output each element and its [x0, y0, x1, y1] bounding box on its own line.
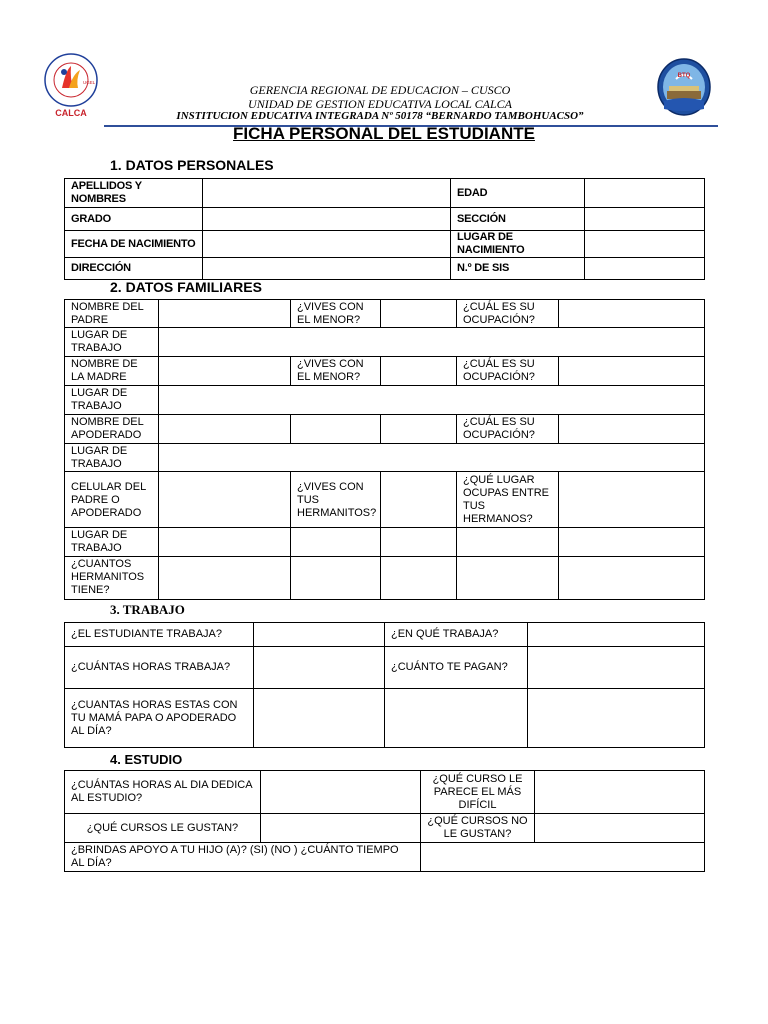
field-cuanto-pagan[interactable]: [528, 647, 705, 689]
field-edad[interactable]: [585, 179, 705, 208]
field-ocupacion-madre[interactable]: [559, 357, 705, 386]
field-hermanitos-c[interactable]: [381, 557, 457, 600]
field-nombre-apoderado[interactable]: [159, 415, 291, 444]
label-en-que-trabaja: ¿EN QUÉ TRABAJA?: [385, 623, 528, 647]
field-trabajo-extra-a[interactable]: [385, 689, 528, 748]
field-trabajo-extra-b[interactable]: [528, 689, 705, 748]
field-extra-e[interactable]: [559, 528, 705, 557]
label-estudiante-trabaja: ¿EL ESTUDIANTE TRABAJA?: [65, 623, 254, 647]
field-cursos-no-gustan[interactable]: [535, 814, 705, 843]
section-heading-datos-familiares: 2. DATOS FAMILIARES: [110, 279, 262, 295]
field-hermanitos-b[interactable]: [291, 557, 381, 600]
field-vives-padre[interactable]: [381, 300, 457, 328]
field-vives-madre[interactable]: [381, 357, 457, 386]
header-ugel: UNIDAD DE GESTION EDUCATIVA LOCAL CALCA: [248, 97, 512, 111]
field-ocupacion-padre[interactable]: [559, 300, 705, 328]
field-apoyo-hijo[interactable]: [421, 843, 705, 872]
label-lugar-trabajo-padre: LUGAR DE TRABAJO: [65, 328, 159, 357]
field-lugar-trabajo-padre[interactable]: [159, 328, 705, 357]
label-edad: EDAD: [451, 179, 585, 208]
field-extra-d[interactable]: [457, 528, 559, 557]
field-vives-hermanitos[interactable]: [381, 472, 457, 528]
label-lugar-hermanos: ¿QUÉ LUGAR OCUPAS ENTRE TUS HERMANOS?: [457, 472, 559, 528]
label-apellidos-nombres: APELLIDOS Y NOMBRES: [65, 179, 203, 208]
header-institution: INSTITUCION EDUCATIVA INTEGRADA Nº 50178 “BERNARDO TAMBOHUACSO”: [176, 110, 584, 122]
label-nombre-padre: NOMBRE DEL PADRE: [65, 300, 159, 328]
page-title: FICHA PERSONAL DEL ESTUDIANTE: [233, 124, 535, 143]
label-nombre-madre: NOMBRE DE LA MADRE: [65, 357, 159, 386]
label-ocupacion-madre: ¿CUÁL ES SU OCUPACIÓN?: [457, 357, 559, 386]
field-hermanitos-a[interactable]: [159, 557, 291, 600]
label-lugar-trabajo-apoderado: LUGAR DE TRABAJO: [65, 444, 159, 472]
field-nombre-madre[interactable]: [159, 357, 291, 386]
label-lugar-nacimiento: LUGAR DE NACIMIENTO: [451, 231, 585, 258]
field-horas-estudio[interactable]: [261, 771, 421, 814]
ugel-calca-logo: [40, 52, 102, 118]
label-direccion: DIRECCIÓN: [65, 258, 203, 280]
field-extra-c[interactable]: [381, 528, 457, 557]
label-fecha-nacimiento: FECHA DE NACIMIENTO: [65, 231, 203, 258]
label-cursos-no-gustan: ¿QUÉ CURSOS NO LE GUSTAN?: [421, 814, 535, 843]
field-celular[interactable]: [159, 472, 291, 528]
label-lugar-trabajo-extra: LUGAR DE TRABAJO: [65, 528, 159, 557]
label-lugar-trabajo-madre: LUGAR DE TRABAJO: [65, 386, 159, 415]
label-horas-estudio: ¿CUÁNTAS HORAS AL DIA DEDICA AL ESTUDIO?: [65, 771, 261, 814]
label-ocupacion-apoderado: ¿CUÁL ES SU OCUPACIÓN?: [457, 415, 559, 444]
label-vives-madre: ¿VIVES CON EL MENOR?: [291, 357, 381, 386]
label-vives-padre: ¿VIVES CON EL MENOR?: [291, 300, 381, 328]
field-lugar-trabajo-apoderado[interactable]: [159, 444, 705, 472]
field-horas-trabaja[interactable]: [254, 647, 385, 689]
field-en-que-trabaja[interactable]: [528, 623, 705, 647]
section-heading-trabajo: 3. TRABAJO: [110, 602, 185, 617]
label-celular: CELULAR DEL PADRE O APODERADO: [65, 472, 159, 528]
svg-text:UGEL: UGEL: [83, 80, 96, 85]
field-apellidos-nombres[interactable]: [203, 179, 451, 208]
field-hermanitos-e[interactable]: [559, 557, 705, 600]
label-sis: N.º DE SIS: [451, 258, 585, 280]
header-regional: GERENCIA REGIONAL DE EDUCACION – CUSCO: [249, 83, 511, 97]
svg-text:BTQ: BTQ: [677, 73, 691, 79]
datos-familiares-table: [64, 299, 705, 600]
cell-empty-apoderado-a[interactable]: [291, 415, 381, 444]
field-ocupacion-apoderado[interactable]: [559, 415, 705, 444]
label-ocupacion-padre: ¿CUÁL ES SU OCUPACIÓN?: [457, 300, 559, 328]
field-fecha-nacimiento[interactable]: [203, 231, 451, 258]
field-estudiante-trabaja[interactable]: [254, 623, 385, 647]
label-vives-hermanitos: ¿VIVES CON TUS HERMANITOS?: [291, 472, 381, 528]
datos-personales-table: [64, 178, 705, 280]
school-crest-logo: [656, 57, 712, 117]
field-cursos-gustan[interactable]: [261, 814, 421, 843]
label-cuantos-hermanitos: ¿CUANTOS HERMANITOS TIENE?: [65, 557, 159, 600]
field-direccion[interactable]: [203, 258, 451, 280]
cell-empty-apoderado-b[interactable]: [381, 415, 457, 444]
label-cuanto-pagan: ¿CUÁNTO TE PAGAN?: [385, 647, 528, 689]
label-apoyo-hijo: ¿BRINDAS APOYO A TU HIJO (A)? (SI) (NO ) ¿CUÁNTO TIEMPO AL DÍA?: [65, 843, 421, 872]
field-extra-b[interactable]: [291, 528, 381, 557]
field-nombre-padre[interactable]: [159, 300, 291, 328]
label-cursos-gustan: ¿QUÉ CURSOS LE GUSTAN?: [65, 814, 261, 843]
label-grado: GRADO: [65, 208, 203, 231]
logo-left-name: CALCA: [55, 108, 87, 118]
label-curso-dificil: ¿QUÉ CURSO LE PARECE EL MÁS DIFÍCIL: [421, 771, 535, 814]
label-seccion: SECCIÓN: [451, 208, 585, 231]
field-lugar-trabajo-madre[interactable]: [159, 386, 705, 415]
field-hermanitos-d[interactable]: [457, 557, 559, 600]
field-grado[interactable]: [203, 208, 451, 231]
label-horas-trabaja: ¿CUÁNTAS HORAS TRABAJA?: [65, 647, 254, 689]
section-heading-datos-personales: 1. DATOS PERSONALES: [110, 157, 274, 173]
field-sis[interactable]: [585, 258, 705, 280]
field-lugar-hermanos[interactable]: [559, 472, 705, 528]
field-curso-dificil[interactable]: [535, 771, 705, 814]
label-horas-con-familia: ¿CUANTAS HORAS ESTAS CON TU MAMÁ PAPA O APODERADO AL DÍA?: [65, 689, 254, 748]
estudio-table: [64, 770, 705, 872]
trabajo-table: [64, 622, 705, 748]
field-extra-a[interactable]: [159, 528, 291, 557]
label-nombre-apoderado: NOMBRE DEL APODERADO: [65, 415, 159, 444]
field-seccion[interactable]: [585, 208, 705, 231]
section-heading-estudio: 4. ESTUDIO: [110, 752, 183, 767]
field-lugar-nacimiento[interactable]: [585, 231, 705, 258]
field-horas-con-familia[interactable]: [254, 689, 385, 748]
